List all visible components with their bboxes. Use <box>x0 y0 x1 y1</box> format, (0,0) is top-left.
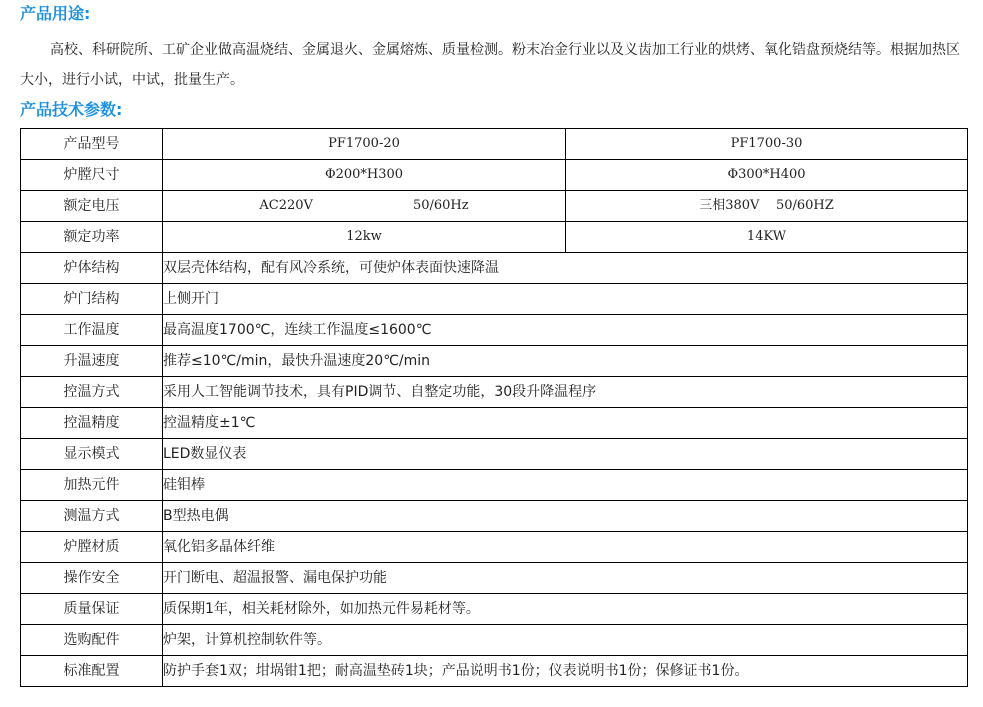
row-value: 最高温度1700℃，连续工作温度≤1600℃ <box>163 315 968 346</box>
row-label: 产品型号 <box>21 129 163 160</box>
power-b-value: 14KW <box>566 222 968 253</box>
row-value: 开门断电、超温报警、漏电保护功能 <box>163 563 968 594</box>
voltage-a-freq: 50/60Hz <box>412 198 469 213</box>
row-label: 炉膛材质 <box>21 532 163 563</box>
model-b-value: PF1700-30 <box>566 129 968 160</box>
row-value: 质保期1年，相关耗材除外，如加热元件易耗材等。 <box>163 594 968 625</box>
voltage-b-value <box>566 191 968 222</box>
size-b-value: Φ300*H400 <box>566 160 968 191</box>
row-label: 炉体结构 <box>21 253 163 284</box>
row-label: 质量保证 <box>21 594 163 625</box>
table-row <box>21 253 968 284</box>
row-value: 氧化铝多晶体纤维 <box>163 532 968 563</box>
row-label: 控温精度 <box>21 408 163 439</box>
table-row <box>21 377 968 408</box>
size-a-value: Φ200*H300 <box>163 160 566 191</box>
table-row <box>21 501 968 532</box>
table-row <box>21 284 968 315</box>
row-value: 上侧开门 <box>163 284 968 315</box>
row-label: 操作安全 <box>21 563 163 594</box>
voltage-b-freq: 50/60HZ <box>775 198 834 213</box>
usage-text: 高校、科研院所、工矿企业做高温烧结、金属退火、金属熔炼、质量检测。粉末冶金行业以及义齿加工行业的烘烤、氧化锆盘预烧结等。根据加热区大小，进行小试，中试，批量生产。 <box>20 42 960 88</box>
row-value: LED数显仪表 <box>163 439 968 470</box>
table-row <box>21 315 968 346</box>
row-label: 标准配置 <box>21 656 163 687</box>
params-heading: 产品技术参数: <box>20 100 123 119</box>
row-value: B型热电偶 <box>163 501 968 532</box>
row-value: 硅钼棒 <box>163 470 968 501</box>
table-row <box>21 160 968 191</box>
row-value: 控温精度±1℃ <box>163 408 968 439</box>
row-label: 显示模式 <box>21 439 163 470</box>
table-row <box>21 439 968 470</box>
table-row <box>21 656 968 687</box>
row-label: 选购配件 <box>21 625 163 656</box>
table-row <box>21 563 968 594</box>
table-row <box>21 625 968 656</box>
voltage-a-value <box>163 191 566 222</box>
row-label: 炉膛尺寸 <box>21 160 163 191</box>
table-row <box>21 408 968 439</box>
voltage-b-volts: 三相380V <box>699 198 760 213</box>
table-row <box>21 594 968 625</box>
table-row <box>21 470 968 501</box>
table-row <box>21 129 968 160</box>
row-label: 升温速度 <box>21 346 163 377</box>
row-value: 采用人工智能调节技术，具有PID调节、自整定功能，30段升降温程序 <box>163 377 968 408</box>
voltage-a-volts: AC220V <box>259 198 313 213</box>
row-label: 加热元件 <box>21 470 163 501</box>
row-label: 测温方式 <box>21 501 163 532</box>
row-value: 双层壳体结构，配有风冷系统，可使炉体表面快速降温 <box>163 253 968 284</box>
model-a-value: PF1700-20 <box>163 129 566 160</box>
table-row <box>21 532 968 563</box>
row-label: 控温方式 <box>21 377 163 408</box>
row-value: 炉架，计算机控制软件等。 <box>163 625 968 656</box>
table-row <box>21 191 968 222</box>
params-table <box>20 128 968 687</box>
table-row <box>21 222 968 253</box>
row-label: 额定电压 <box>21 191 163 222</box>
row-label: 工作温度 <box>21 315 163 346</box>
usage-heading: 产品用途: <box>20 4 91 23</box>
power-a-value: 12kw <box>163 222 566 253</box>
table-row <box>21 346 968 377</box>
row-value: 防护手套1双；坩埚钳1把；耐高温垫砖1块；产品说明书1份；仪表说明书1份；保修证书1份。 <box>163 656 968 687</box>
row-value: 推荐≤10℃/min，最快升温速度20℃/min <box>163 346 968 377</box>
row-label: 炉门结构 <box>21 284 163 315</box>
row-label: 额定功率 <box>21 222 163 253</box>
